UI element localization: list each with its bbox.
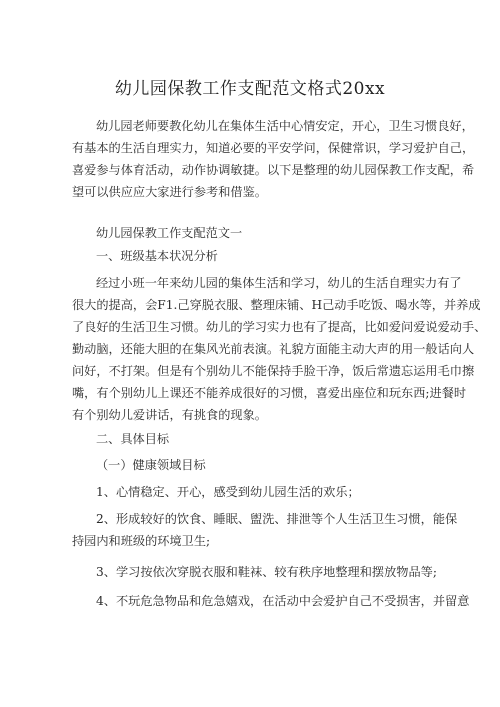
sample-heading-paragraph — [72, 222, 440, 244]
intro-line: 幼儿园老师要教化幼儿在集体生活中心情安定，开心，卫生习惯良好， — [96, 119, 474, 133]
goal-item-line: 4、不玩危急物品和危急嬉戏，在活动中会爱护自己不受损害，并留意 — [96, 594, 470, 608]
sample-heading: 幼儿园保教工作支配范文一 — [96, 226, 243, 240]
goal-item-line: 2、形成较好的饮食、睡眠、盥洗、排泄等个人生活卫生习惯，能保 — [96, 512, 458, 526]
section1-line: 问好，不打架。但是有个别幼儿不能保持手脸干净，饭后常遗忘运用毛巾擦 — [72, 364, 475, 378]
subsection-heading: （一）健康领域目标 — [96, 458, 206, 472]
goal-item-line: 3、学习按依次穿脱衣服和鞋袜、较有秩序地整理和摆放物品等; — [96, 565, 437, 579]
goal-item-1 — [72, 481, 440, 503]
section1-line: 很大的提高，会F1.己穿脱衣服、整理床铺、H己动手吃饭、喝水等，并养成 — [72, 298, 481, 312]
section2-heading-paragraph — [72, 428, 440, 450]
goal-item-2 — [72, 508, 458, 552]
goal-item-4 — [72, 590, 470, 612]
goal-item-line: 1、心情稳定、开心，感受到幼儿园生活的欢乐； — [96, 485, 360, 499]
goal-item-line: 持园内和班级的环境卫生; — [72, 534, 211, 548]
intro-line: 望可以供应应大家进行参考和借鉴。 — [72, 185, 267, 199]
document-title: 幼儿园保教工作支配范文格式20xx — [114, 79, 386, 99]
section1-heading-paragraph — [72, 245, 440, 267]
section1-heading: 一、班级基本状况分析 — [96, 249, 218, 263]
intro-line: 有基本的生活自理实力，知道必要的平安学问，保健常识，学习爱护自己， — [72, 141, 475, 155]
section1-line: 嘴，有个别幼儿上课还不能养成很好的习惯，喜爱出座位和玩东西;进餐时 — [72, 386, 467, 400]
section1-line: 经过小班一年来幼儿园的集体生活和学习，幼儿的生活自理实力有了 — [96, 276, 462, 290]
section1-body-paragraph — [72, 272, 487, 426]
intro-line: 喜爱参与体育活动，动作协调敏捷。以下是整理的幼儿园保教工作支配，希 — [72, 163, 475, 177]
section1-line: 有个别幼儿爱讲话，有挑食的现象。 — [72, 408, 267, 422]
section1-line: 勤动脑，还能大胆的在集风光前表演。礼貌方面能主动大声的用一般话向人 — [72, 342, 475, 356]
intro-paragraph — [72, 115, 475, 203]
section1-line: 了良好的生活卫生习惯。幼儿的学习实力也有了提高，比如爱问爱说爱动手、 — [72, 320, 487, 334]
section2-heading: 二、具体目标 — [96, 432, 170, 446]
subsection-heading-paragraph — [72, 454, 440, 476]
goal-item-3 — [72, 561, 440, 583]
